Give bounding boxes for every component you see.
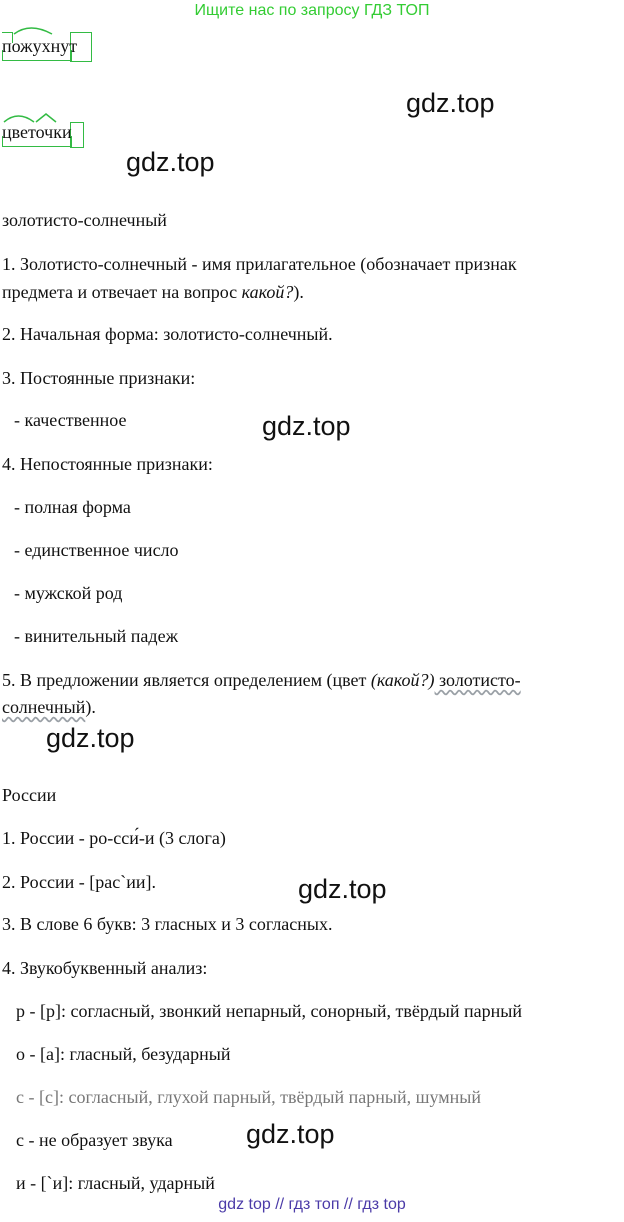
adjective-p4-item3: - мужской род bbox=[14, 583, 123, 603]
noun-sound-3: с - [с]: согласный, глухой парный, твёрдый парный, шумный bbox=[16, 1087, 481, 1107]
noun-p3: 3. В слове 6 букв: 3 гласных и 3 согласных. bbox=[2, 914, 333, 934]
watermark-1: gdz.top bbox=[406, 88, 495, 118]
noun-p2: 2. России - [рас`ии]. bbox=[2, 872, 156, 892]
adjective-p4: 4. Непостоянные признаки: bbox=[2, 454, 213, 474]
noun-sound-1: р - [р]: согласный, звонкий непарный, сонорный, твёрдый парный bbox=[16, 1001, 522, 1021]
adjective-p4-item2: - единственное число bbox=[14, 540, 179, 560]
adjective-p5-line1: 5. В предложении является определением (цвет (какой?) золотисто- bbox=[2, 670, 521, 690]
adjective-p4-item4: - винительный падеж bbox=[14, 626, 179, 646]
watermark-3: gdz.top bbox=[262, 411, 351, 441]
adjective-p4-item1: - полная форма bbox=[14, 497, 131, 517]
adjective-title: золотисто-солнечный bbox=[2, 210, 167, 230]
watermark-4: gdz.top bbox=[46, 723, 135, 753]
noun-p1: 1. России - ро-сси́-и (3 слога) bbox=[2, 828, 226, 848]
adjective-p3: 3. Постоянные признаки: bbox=[2, 368, 196, 388]
watermark-5: gdz.top bbox=[298, 874, 387, 904]
watermark-2: gdz.top bbox=[126, 147, 215, 177]
watermark-6: gdz.top bbox=[246, 1119, 335, 1149]
noun-sound-4: с - не образует звука bbox=[16, 1130, 173, 1150]
adjective-p1-line1: 1. Золотисто-солнечный - имя прилагательное (обозначает признак bbox=[2, 254, 517, 274]
word-2: цветочки bbox=[2, 122, 72, 142]
adjective-p1-line2: предмета и отвечает на вопрос какой?). bbox=[2, 282, 304, 302]
noun-sound-2: о - [а]: гласный, безударный bbox=[16, 1044, 231, 1064]
noun-title: России bbox=[2, 785, 57, 805]
adjective-p2: 2. Начальная форма: золотисто-солнечный. bbox=[2, 324, 333, 344]
adjective-p3-item1: - качественное bbox=[14, 410, 127, 430]
word-1: пожухнут bbox=[2, 36, 78, 56]
header-banner: Ищите нас по запросу ГДЗ ТОП bbox=[194, 2, 430, 19]
ending-box-2 bbox=[70, 122, 84, 148]
adjective-p5-line2: солнечный). bbox=[2, 697, 96, 717]
noun-sound-5: и - [`и]: гласный, ударный bbox=[16, 1173, 215, 1193]
footer-links: gdz top // гдз топ // гдз top bbox=[218, 1196, 406, 1213]
noun-p4: 4. Звукобуквенный анализ: bbox=[2, 958, 208, 978]
